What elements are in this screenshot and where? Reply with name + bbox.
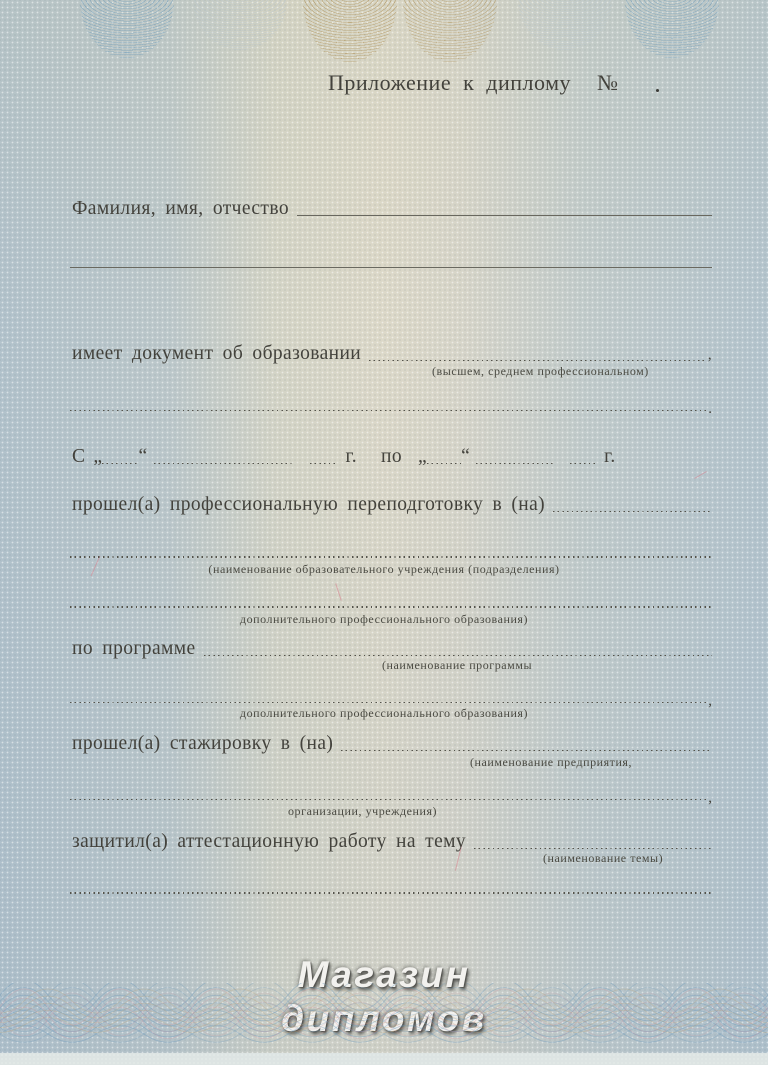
- line-period: .: [708, 401, 712, 417]
- watermark-line-1: Магазин: [297, 954, 471, 995]
- thesis-hint: (наименование темы): [543, 851, 664, 865]
- document-title-row: [328, 70, 619, 96]
- full-name-blank-line: [297, 215, 712, 216]
- guilloche-bottom-band: [0, 983, 768, 1053]
- dotted-line: [70, 892, 712, 894]
- program-blank-dots: [204, 655, 712, 657]
- leader-comma: ,: [707, 347, 712, 363]
- paper-fiber: [335, 583, 342, 600]
- paper-fiber: [694, 471, 707, 479]
- guilloche-arc-gold: [303, 0, 397, 62]
- dotted-line: [70, 702, 706, 704]
- thesis-row: [72, 831, 712, 853]
- dates-row: [72, 446, 712, 468]
- education-blank-line: [70, 401, 712, 417]
- watermark-line-2: дипломов: [281, 998, 487, 1039]
- thesis-label: защитил(а) аттестационную работу на тему: [72, 831, 467, 852]
- institution-blank-line-2: [70, 606, 712, 609]
- internship-hint-2: организации, учреждения): [288, 804, 438, 818]
- page-title: Приложение к диплому: [328, 70, 571, 95]
- quote-close: “: [461, 446, 471, 467]
- retraining-blank-dots: [553, 511, 712, 513]
- program-blank-line: [70, 693, 712, 709]
- institution-blank-line-1: [70, 556, 712, 559]
- quote-open: „: [93, 446, 103, 467]
- retraining-row: [72, 494, 712, 516]
- month-blank-dots: [154, 463, 294, 465]
- guilloche-arc-blue: [80, 0, 174, 58]
- date-from-label: С: [72, 446, 86, 467]
- quote-close: “: [138, 446, 148, 467]
- day-blank-dots: [102, 463, 138, 465]
- internship-blank-dots: [341, 750, 712, 752]
- dotted-line: [70, 799, 706, 801]
- year-blank-dots: [310, 463, 338, 465]
- program-hint-1: (наименование программы: [382, 658, 533, 672]
- internship-row: [72, 733, 712, 755]
- line-comma: ,: [708, 790, 712, 806]
- dotted-line: [70, 606, 712, 608]
- internship-label: прошел(а) стажировку в (на): [72, 733, 334, 754]
- year-abbrev: г.: [345, 446, 358, 467]
- dotted-line: [70, 556, 712, 558]
- month-blank-dots: [476, 463, 556, 465]
- full-name-blank-line-2: [70, 267, 712, 268]
- internship-hint-1: (наименование предприятия,: [470, 755, 633, 769]
- retraining-label: прошел(а) профессиональную переподготовку в (на): [72, 494, 546, 515]
- thesis-blank-line: [70, 892, 712, 895]
- year-abbrev: г.: [604, 446, 616, 467]
- guilloche-arc-blue: [625, 0, 719, 58]
- program-label: по программе: [72, 638, 196, 659]
- guilloche-arc-gold: [403, 0, 497, 62]
- number-placeholder-dot: [656, 89, 659, 92]
- full-name-label: Фамилия, имя, отчество: [72, 198, 289, 219]
- quote-open: „: [418, 446, 428, 467]
- thesis-blank-dots: [474, 848, 712, 850]
- full-name-row: [72, 198, 712, 220]
- line-comma: ,: [708, 693, 712, 709]
- number-sign: №: [597, 70, 619, 95]
- dotted-line: [70, 410, 706, 412]
- internship-blank-line: [70, 790, 712, 806]
- education-hint: (высшем, среднем профессиональном): [432, 364, 649, 378]
- guilloche-arc-pale: [193, 0, 287, 50]
- institution-hint-1: (наименование образовательного учреждения (подразделения): [208, 562, 560, 576]
- program-hint-2: дополнительного профессионального образования): [239, 706, 529, 720]
- education-blank-dots: [369, 360, 705, 362]
- institution-hint-2: дополнительного профессионального образования): [239, 612, 529, 626]
- year-blank-dots: [570, 463, 596, 465]
- date-to-label: по: [381, 446, 403, 467]
- bottom-edge-strip: [0, 1053, 768, 1065]
- program-row: [72, 638, 712, 660]
- guilloche-arc-pale: [518, 0, 612, 50]
- education-row: [72, 343, 712, 365]
- day-blank-dots: [427, 463, 461, 465]
- education-label: имеет документ об образовании: [72, 343, 362, 364]
